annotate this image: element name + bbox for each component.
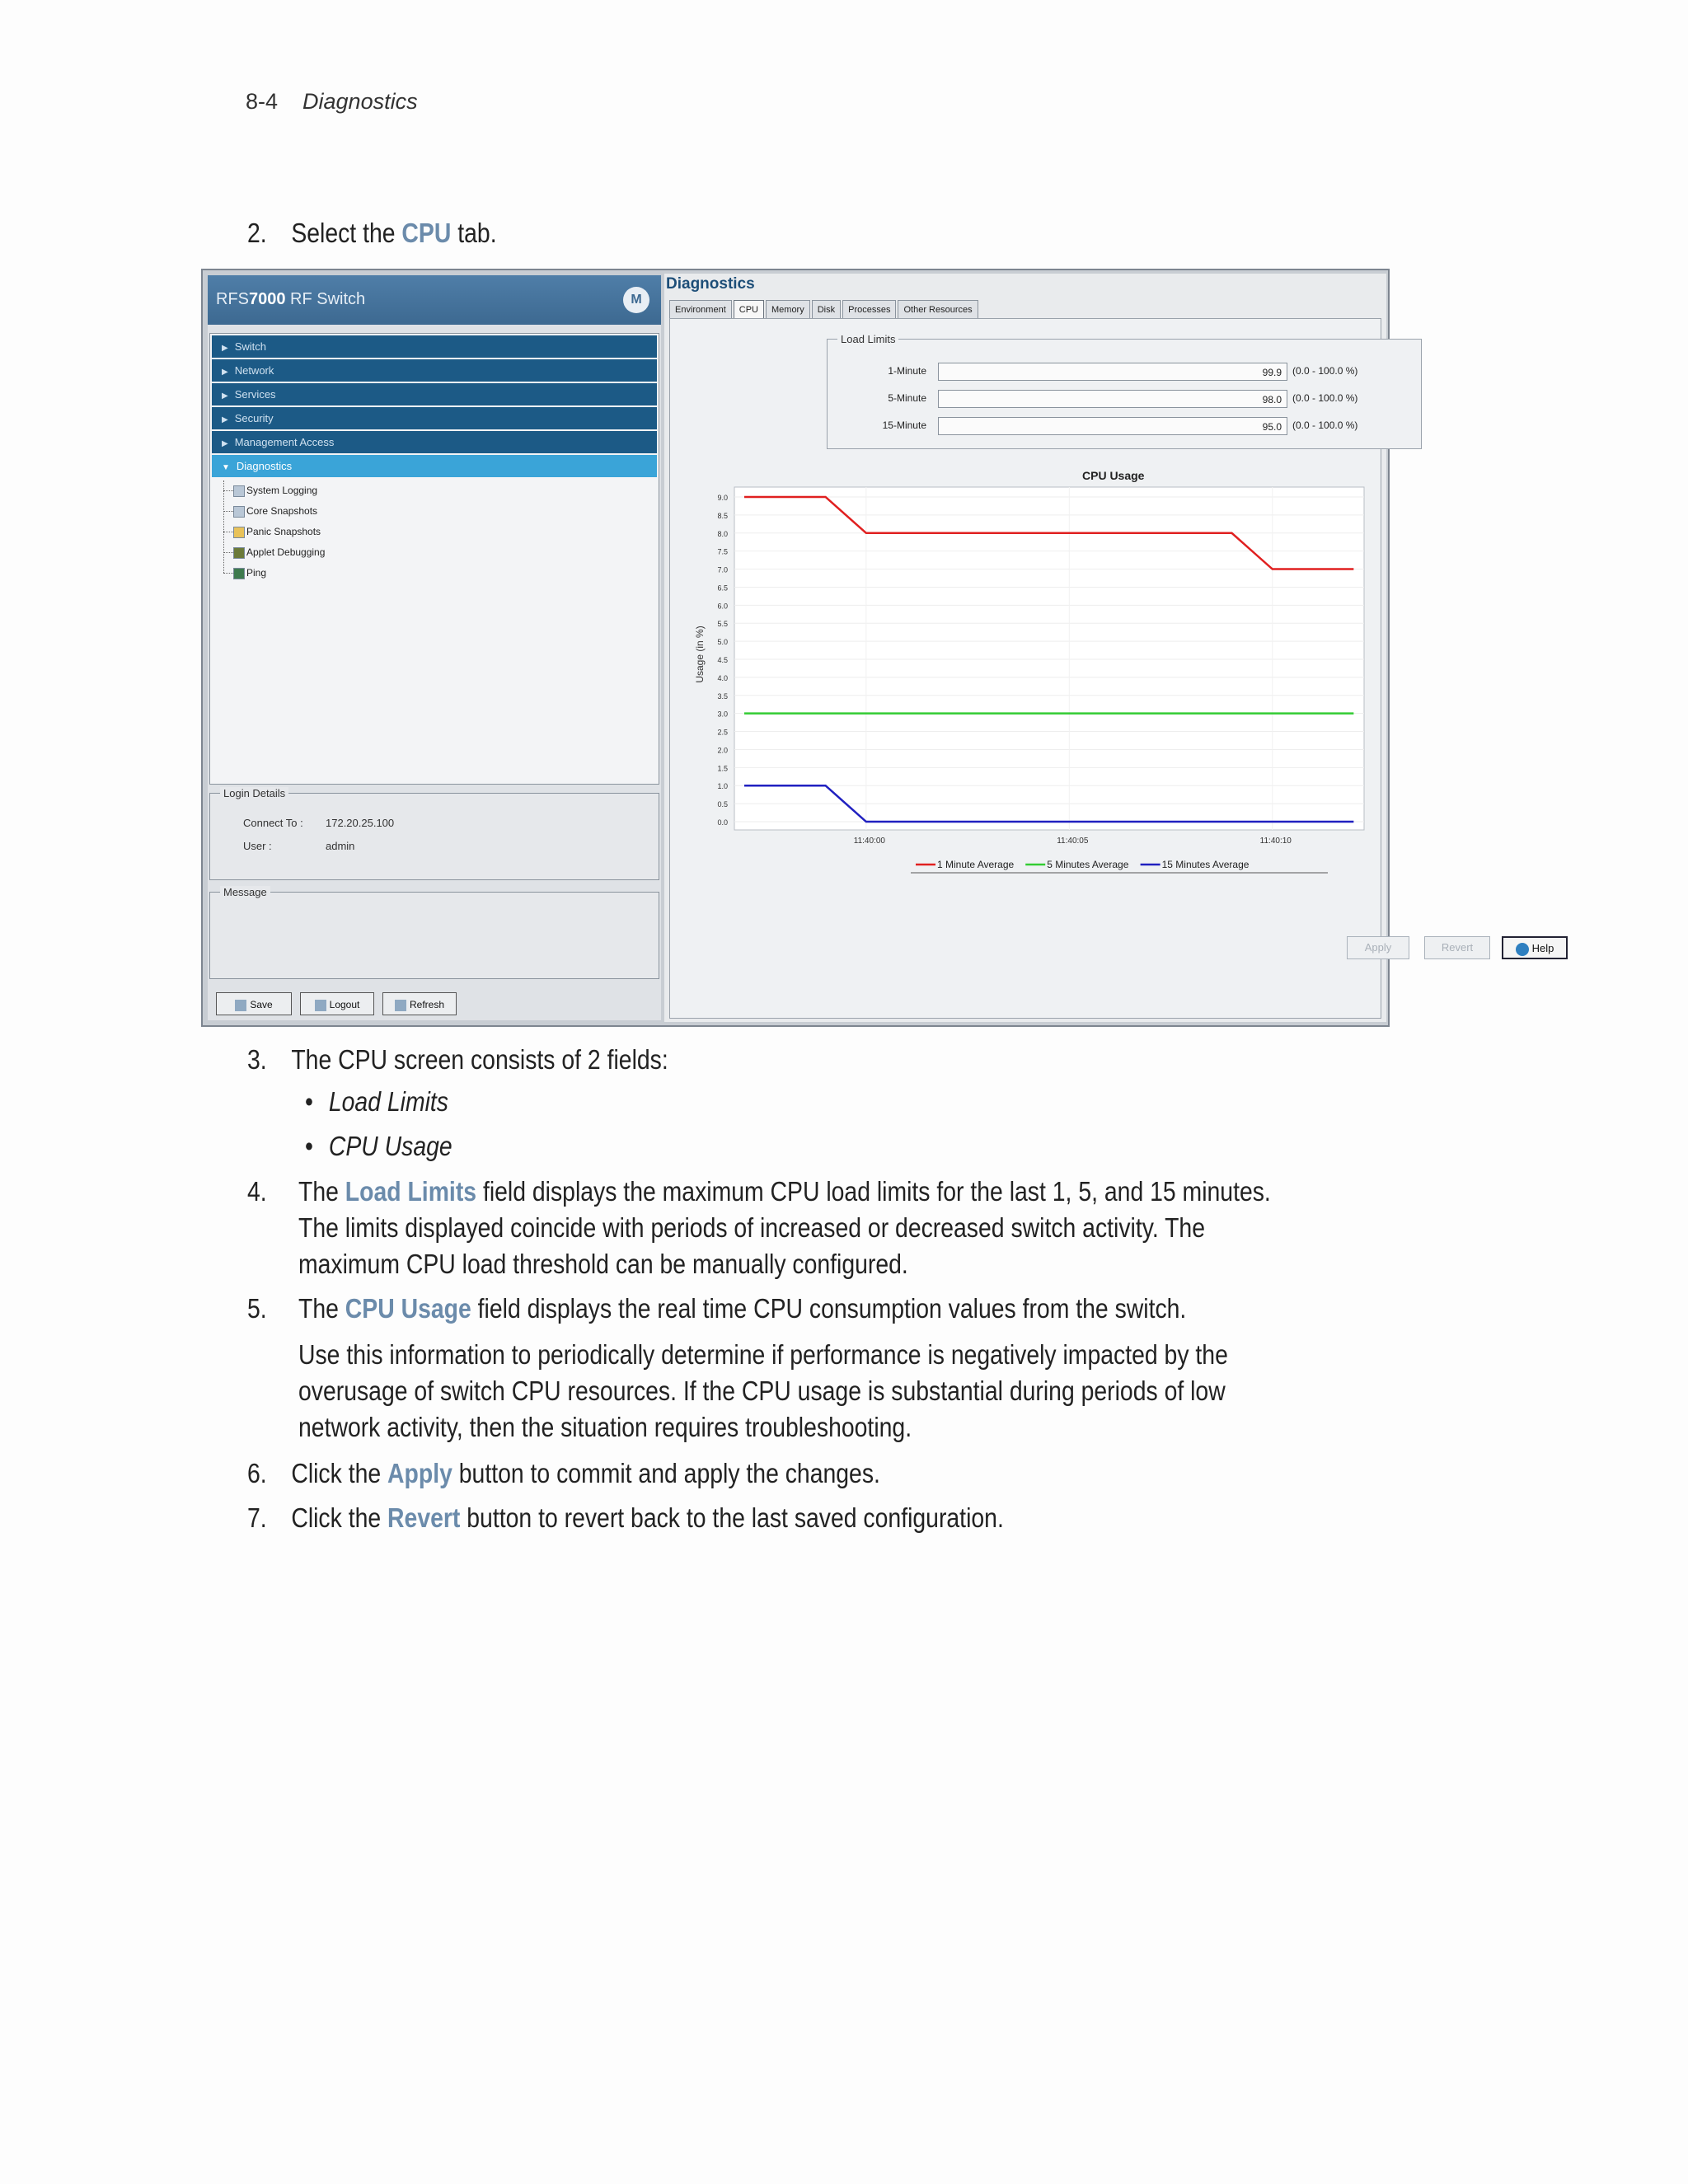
y-tick-label: 0.5 <box>717 800 728 809</box>
x-tick-label: 11:40:00 <box>853 837 885 846</box>
log-icon <box>233 485 245 497</box>
y-tick-label: 7.0 <box>717 565 728 574</box>
right-pane <box>664 274 1554 1022</box>
x-tick-label: 11:40:10 <box>1259 837 1292 846</box>
y-tick-label: 4.0 <box>717 673 728 682</box>
message-box: Message <box>209 892 659 979</box>
y-tick-label: 3.0 <box>717 710 728 719</box>
page-header <box>246 89 418 115</box>
y-tick-label: 6.0 <box>717 602 728 611</box>
tree-item-system-logging[interactable]: System Logging <box>222 480 659 501</box>
left-pane <box>208 275 661 1020</box>
y-tick-label: 8.5 <box>717 511 728 520</box>
y-tick-label: 1.5 <box>717 764 728 773</box>
plot-area <box>734 487 1364 830</box>
tab-memory[interactable]: Memory <box>766 300 810 319</box>
login-details: Login Details Connect To : 172.20.25.100 User : admin <box>209 793 659 880</box>
connect-to-value: 172.20.25.100 <box>326 817 395 829</box>
keyword-apply: Apply <box>387 1458 452 1488</box>
screenshot-window <box>201 269 1554 1027</box>
cpu-panel <box>669 318 1381 1019</box>
step-2: 2. Select the CPU tab. <box>247 218 497 248</box>
keyword-load-limits: Load Limits <box>345 1176 477 1207</box>
tab-bar <box>669 300 980 318</box>
load-row-5-minute: 5-Minute 98.0 (0.0 - 100.0 %) <box>828 390 1421 408</box>
y-tick-label: 8.0 <box>717 529 728 538</box>
chevron-right-icon: ▶ <box>222 391 228 401</box>
help-button[interactable]: Help <box>1502 936 1568 959</box>
chart-title: CPU Usage <box>1082 469 1145 482</box>
keyword-revert: Revert <box>387 1502 461 1533</box>
chevron-down-icon: ▼ <box>222 463 230 472</box>
nav-item-management-access[interactable]: ▶ Management Access <box>212 431 657 453</box>
chevron-right-icon: ▶ <box>222 368 228 377</box>
legend-label-3: 15 Minutes Average <box>1161 859 1250 870</box>
y-tick-label: 2.5 <box>717 728 728 737</box>
y-axis-label: Usage (in %) <box>694 626 706 683</box>
y-tick-label: 3.5 <box>717 691 728 701</box>
load-15-minute-field[interactable]: 95.0 <box>938 417 1287 435</box>
legend-label-1: 1 Minute Average <box>937 859 1015 870</box>
save-icon <box>235 1000 246 1011</box>
y-tick-label: 0.0 <box>717 818 728 827</box>
user-value: admin <box>326 840 355 852</box>
step-5-paragraph: Use this information to periodically determine if performance is negatively impacted by the overusage of switch CPU resources. If the CPU usage is substantial during periods of low network activity, then the situation requires troubleshooting. <box>298 1339 1228 1442</box>
refresh-icon <box>395 1000 406 1011</box>
y-tick-label: 6.5 <box>717 583 728 593</box>
tree-item-applet-debugging[interactable]: Applet Debugging <box>222 542 659 563</box>
bullet-load-limits: • Load Limits <box>305 1086 449 1117</box>
y-tick-label: 5.0 <box>717 638 728 647</box>
save-button[interactable]: Save <box>216 992 292 1015</box>
logout-icon <box>315 1000 326 1011</box>
load-row-1-minute: 1-Minute 99.9 (0.0 - 100.0 %) <box>828 363 1421 381</box>
step-5: The CPU Usage field displays the real time CPU consumption values from the switch. <box>298 1293 1187 1324</box>
help-icon <box>1516 943 1529 956</box>
bullet-cpu-usage: • CPU Usage <box>305 1131 452 1161</box>
apply-button[interactable]: Apply <box>1347 936 1409 959</box>
tab-cpu[interactable]: CPU <box>734 300 764 319</box>
load-1-minute-field[interactable]: 99.9 <box>938 363 1287 381</box>
tree-item-panic-snapshots[interactable]: Panic Snapshots <box>222 522 659 542</box>
tree-item-core-snapshots[interactable]: Core Snapshots <box>222 501 659 522</box>
step-3: 3. The CPU screen consists of 2 fields: <box>247 1044 668 1075</box>
nav-item-diagnostics[interactable]: ▼ Diagnostics <box>212 455 657 477</box>
x-tick-label: 11:40:05 <box>1057 837 1089 846</box>
tree-item-ping[interactable]: Ping <box>222 563 659 583</box>
revert-button[interactable]: Revert <box>1424 936 1490 959</box>
load-5-minute-field[interactable]: 98.0 <box>938 390 1287 408</box>
chevron-right-icon: ▶ <box>222 344 228 353</box>
ping-icon <box>233 568 245 579</box>
keyword-cpu-usage: CPU Usage <box>345 1293 471 1324</box>
cpu-usage-chart <box>675 443 1376 904</box>
step-6: 6. Click the Apply button to commit and apply the changes. <box>247 1458 880 1488</box>
step-7: 7. Click the Revert button to revert back to the last saved configuration. <box>247 1502 1004 1533</box>
tab-environment[interactable]: Environment <box>669 300 732 319</box>
tab-processes[interactable]: Processes <box>842 300 896 319</box>
y-tick-label: 1.0 <box>717 782 728 791</box>
tab-disk[interactable]: Disk <box>812 300 841 319</box>
load-limits-box: Load Limits 1-Minute 99.9 (0.0 - 100.0 %) 5-Minute 98.0 (0.0 - 100.0 %) 15-Minute 95.0 (0.0 - 100.0 %) <box>827 339 1422 449</box>
chevron-right-icon: ▶ <box>222 439 228 448</box>
load-row-15-minute: 15-Minute 95.0 (0.0 - 100.0 %) <box>828 417 1421 435</box>
nav-item-services[interactable]: ▶ Services <box>212 383 657 405</box>
snapshot-icon <box>233 506 245 518</box>
motorola-logo-icon: M <box>623 287 649 313</box>
nav-item-network[interactable]: ▶ Network <box>212 359 657 382</box>
step-5-label: 5. <box>247 1293 267 1324</box>
y-tick-label: 7.5 <box>717 547 728 556</box>
diagnostics-tree <box>222 480 659 583</box>
nav-item-security[interactable]: ▶ Security <box>212 407 657 429</box>
tab-other-resources[interactable]: Other Resources <box>898 300 978 319</box>
nav-item-switch[interactable]: ▶ Switch <box>212 335 657 358</box>
step-4-label: 4. <box>247 1176 267 1207</box>
refresh-button[interactable]: Refresh <box>382 992 457 1015</box>
y-tick-label: 5.5 <box>717 620 728 629</box>
chevron-right-icon: ▶ <box>222 415 228 424</box>
page-number: 8-4 <box>246 89 279 114</box>
legend-label-2: 5 Minutes Average <box>1047 859 1129 870</box>
screen-title: Diagnostics <box>666 275 755 293</box>
navigation-menu <box>209 333 659 785</box>
brand-bar <box>208 275 661 325</box>
warning-icon <box>233 527 245 538</box>
brand-title: RFS7000 RF Switch <box>216 290 366 308</box>
logout-button[interactable]: Logout <box>300 992 374 1015</box>
y-tick-label: 4.5 <box>717 656 728 664</box>
section-title: Diagnostics <box>302 89 418 114</box>
y-tick-label: 2.0 <box>717 746 728 755</box>
debug-icon <box>233 547 245 559</box>
y-tick-label: 9.0 <box>717 494 728 502</box>
step-4: The Load Limits field displays the maximum CPU load limits for the last 1, 5, and 15 minutes. The limits displayed coincide with periods of increased or decreased switch activity. The maximum CPU load threshold can be manually configured. <box>298 1176 1271 1279</box>
keyword-cpu: CPU <box>401 218 452 248</box>
